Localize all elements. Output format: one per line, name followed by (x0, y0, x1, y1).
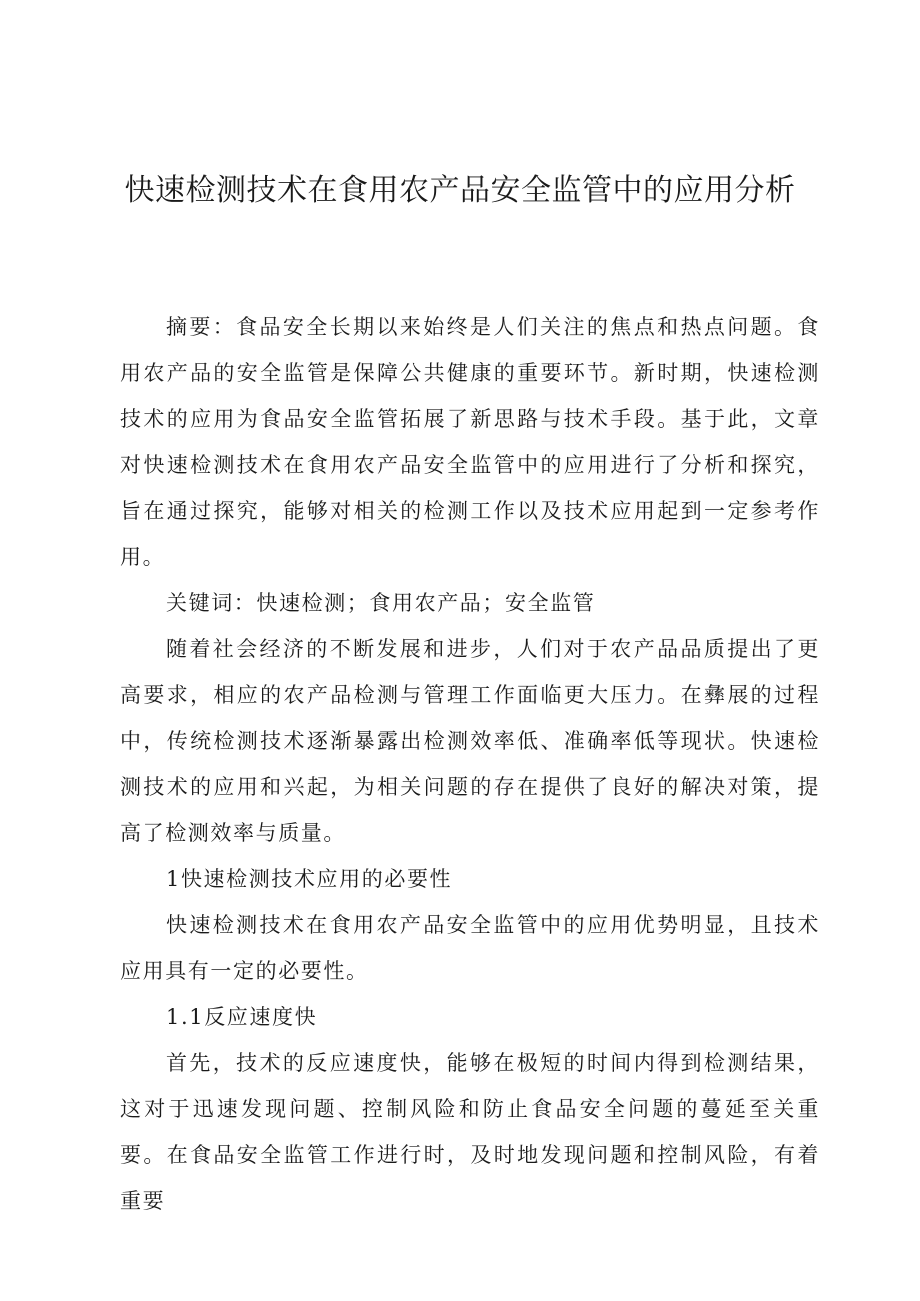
abstract-paragraph: 摘要：食品安全长期以来始终是人们关注的焦点和热点问题。食用农产品的安全监管是保障公共健康的重要环节。新时期，快速检测技术的应用为食品安全监管拓展了新思路与技术手段。基于此，文章对快速检测技术在食用农产品安全监管中的应用进行了分析和探究，旨在通过探究，能够对相关的检测工作以及技术应用起到一定参考作用。 (120, 315, 820, 569)
document-body (120, 304, 820, 1224)
keywords-paragraph: 关键词：快速检测；食用农产品；安全监管 (166, 591, 596, 615)
document-title: 快速检测技术在食用农产品安全监管中的应用分析 (124, 173, 796, 208)
section-1-1-heading: 1.1反应速度快 (166, 1005, 318, 1029)
intro-paragraph: 随着社会经济的不断发展和进步，人们对于农产品品质提出了更高要求，相应的农产品检测与管理工作面临更大压力。在彝展的过程中，传统检测技术逐渐暴露出检测效率低、准确率低等现状。快速检测技术的应用和兴起，为相关问题的存在提供了良好的解决对策，提高了检测效率与质量。 (120, 637, 820, 845)
section-1-paragraph: 快速检测技术在食用农产品安全监管中的应用优势明显，且技术应用具有一定的必要性。 (120, 913, 820, 983)
section-1-1-paragraph: 首先，技术的反应速度快，能够在极短的时间内得到检测结果，这对于迅速发现问题、控制风险和防止食品安全问题的蔓延至关重要。在食品安全监管工作进行时，及时地发现问题和控制风险，有着重要 (120, 1051, 820, 1213)
section-1-heading: 1快速检测技术应用的必要性 (166, 867, 453, 891)
